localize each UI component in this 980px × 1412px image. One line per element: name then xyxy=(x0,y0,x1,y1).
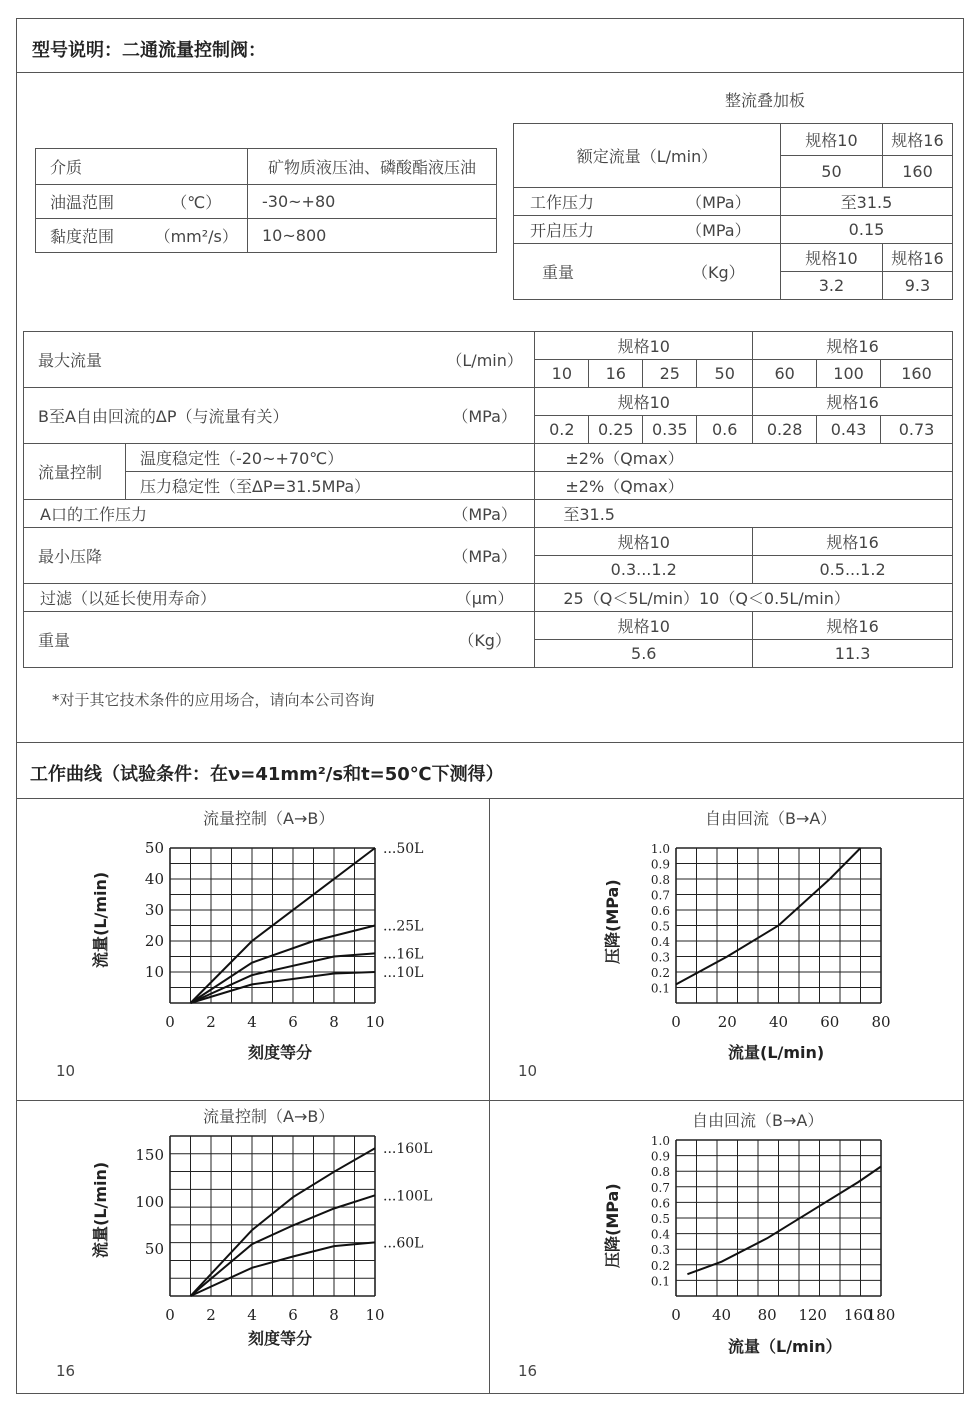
y-tick-label: 0.7 xyxy=(650,1180,670,1195)
plate-weight-size16: 规格16 xyxy=(882,244,952,272)
y-tick-label: 0.1 xyxy=(650,981,670,996)
size-label: 10 xyxy=(56,1062,76,1080)
y-tick-label: 0.5 xyxy=(650,1212,670,1226)
max-flow-cell: 100 xyxy=(817,360,881,388)
backflow-cell: 0.35 xyxy=(643,416,697,444)
series-label: ...16L xyxy=(383,946,424,963)
main-weight-size16: 规格16 xyxy=(753,612,953,640)
size-label: 16 xyxy=(56,1362,76,1380)
filter-unit: （μm） xyxy=(435,584,535,612)
plate-weight10: 3.2 xyxy=(780,272,882,300)
work-pressure-value: 至31.5 xyxy=(780,188,952,216)
y-tick-label: 0.8 xyxy=(650,873,670,887)
y-tick-label: 50 xyxy=(144,1239,164,1258)
x-tick-label: 180 xyxy=(866,1306,896,1324)
y-tick-label: 0.9 xyxy=(650,857,670,872)
y-tick-label: 0.6 xyxy=(650,1196,670,1211)
y-tick-label: 0.4 xyxy=(650,935,670,949)
chart-xlabel: 流量（L/min） xyxy=(728,1337,842,1356)
x-tick-label: 120 xyxy=(798,1306,827,1324)
y-tick-label: 0.2 xyxy=(650,966,670,980)
oil-temp-unit: （℃） xyxy=(146,185,248,219)
oil-temp-value: -30~+80 xyxy=(248,185,497,219)
main-weight10: 5.6 xyxy=(535,640,753,668)
curves-heading: 工作曲线（试验条件：在ν=41mm²/s和t=50℃下测得） xyxy=(30,764,504,785)
x-tick-label: 2 xyxy=(206,1306,216,1324)
press-stability-value: ±2%（Qmax） xyxy=(535,472,953,500)
chart-title: 自由回流（B→A） xyxy=(692,1111,824,1130)
y-tick-label: 0.9 xyxy=(650,1149,670,1164)
a-port-unit: （MPa） xyxy=(435,500,535,528)
x-tick-label: 40 xyxy=(768,1013,789,1031)
backflow-cell: 0.25 xyxy=(589,416,643,444)
backflow-size10: 规格10 xyxy=(535,388,753,416)
min-drop-unit: （MPa） xyxy=(435,528,535,584)
x-tick-label: 0 xyxy=(671,1306,681,1324)
min-drop16: 0.5...1.2 xyxy=(753,556,953,584)
y-tick-label: 100 xyxy=(135,1192,164,1211)
y-tick-label: 0.8 xyxy=(650,1165,670,1180)
a-port-value: 至31.5 xyxy=(535,500,953,528)
medium-label: 介质 xyxy=(36,149,248,185)
max-flow-cell: 10 xyxy=(535,360,589,388)
series-label: ...50L xyxy=(383,841,424,857)
chart-xlabel: 刻度等分 xyxy=(248,1043,313,1062)
max-flow-cell: 25 xyxy=(643,360,697,388)
size-label: 16 xyxy=(518,1362,538,1380)
open-pressure-unit: （MPa） xyxy=(657,216,781,244)
y-tick-label: 0.3 xyxy=(650,950,670,965)
series-label: ...25L xyxy=(383,918,424,935)
y-tick-label: 150 xyxy=(135,1145,164,1164)
chart-xlabel: 刻度等分 xyxy=(248,1329,313,1348)
temp-stability-label: 温度稳定性（-20~+70℃） xyxy=(125,444,534,472)
open-pressure-value: 0.15 xyxy=(780,216,952,244)
y-tick-label: 0.3 xyxy=(650,1243,670,1258)
flow-control-label: 流量控制 xyxy=(24,444,126,500)
chart-ylabel: 流量(L/min) xyxy=(91,1161,110,1258)
series-label: ...100L xyxy=(383,1188,433,1205)
footnote: *对于其它技术条件的应用场合，请向本公司咨询 xyxy=(52,691,375,709)
medium-value: 矿物质液压油、磷酸酯液压油 xyxy=(248,149,497,185)
series-label: ...60L xyxy=(383,1235,424,1252)
temp-stability-value: ±2%（Qmax） xyxy=(535,444,953,472)
main-weight-label: 重量 xyxy=(24,612,435,668)
y-tick-label: 40 xyxy=(144,870,164,888)
x-tick-label: 2 xyxy=(206,1013,216,1031)
viscosity-label: 黏度范围 xyxy=(36,219,146,253)
max-flow-cell: 160 xyxy=(881,360,953,388)
series-line xyxy=(191,1242,376,1296)
chart-title: 自由回流（B→A） xyxy=(705,809,837,828)
plate-caption: 整流叠加板 xyxy=(725,91,806,110)
chart-ylabel: 压降(MPa) xyxy=(603,1183,622,1268)
backflow-size16: 规格16 xyxy=(753,388,953,416)
open-pressure-label: 开启压力 xyxy=(514,216,657,244)
backflow-unit: （MPa） xyxy=(435,388,535,444)
backflow-cell: 0.6 xyxy=(697,416,753,444)
y-tick-label: 0.2 xyxy=(650,1258,670,1273)
backflow-label: B至A自由回流的ΔP（与流量有关） xyxy=(24,388,435,444)
x-tick-label: 10 xyxy=(365,1306,385,1324)
a-port-label: A口的工作压力 xyxy=(24,500,435,528)
y-tick-label: 0.7 xyxy=(650,888,670,903)
y-tick-label: 1.0 xyxy=(650,842,670,856)
max-flow-cell: 50 xyxy=(697,360,753,388)
x-tick-label: 8 xyxy=(329,1013,339,1031)
min-drop10: 0.3...1.2 xyxy=(535,556,753,584)
min-drop-label: 最小压降 xyxy=(24,528,435,584)
x-tick-label: 0 xyxy=(165,1306,175,1324)
y-tick-label: 0.6 xyxy=(650,904,670,918)
x-tick-label: 4 xyxy=(247,1013,257,1031)
x-tick-label: 6 xyxy=(288,1013,298,1031)
series-line xyxy=(676,848,861,984)
chart-ylabel: 流量(L/min) xyxy=(91,871,110,968)
filter-value: 25（Q＜5L/min）10（Q＜0.5L/min） xyxy=(535,584,953,612)
main-weight16: 11.3 xyxy=(753,640,953,668)
min-drop-size10: 规格10 xyxy=(535,528,753,556)
max-flow-unit: （L/min） xyxy=(435,332,535,388)
backflow-cell: 0.2 xyxy=(535,416,589,444)
y-tick-label: 30 xyxy=(144,901,164,919)
backflow-cell: 0.73 xyxy=(881,416,953,444)
x-tick-label: 40 xyxy=(712,1306,732,1324)
y-tick-label: 50 xyxy=(144,839,164,857)
x-tick-label: 20 xyxy=(717,1013,737,1031)
viscosity-value: 10~800 xyxy=(248,219,497,253)
main-weight-size10: 规格10 xyxy=(535,612,753,640)
rated16: 160 xyxy=(882,156,952,188)
x-tick-label: 4 xyxy=(247,1306,257,1324)
rated10: 50 xyxy=(780,156,882,188)
max-flow-cell: 60 xyxy=(753,360,817,388)
x-tick-label: 6 xyxy=(288,1306,298,1324)
max-flow-cell: 16 xyxy=(589,360,643,388)
size-label: 10 xyxy=(518,1062,538,1080)
x-tick-label: 60 xyxy=(820,1013,840,1031)
plate-weight-label: 重量 xyxy=(514,244,657,300)
main-weight-unit: （Kg） xyxy=(435,612,535,668)
plate-size10: 规格10 xyxy=(780,124,882,156)
y-tick-label: 1.0 xyxy=(650,1134,670,1148)
backflow-cell: 0.28 xyxy=(753,416,817,444)
y-tick-label: 0.5 xyxy=(650,919,670,934)
rated-flow-label: 额定流量（L/min） xyxy=(514,124,781,188)
x-tick-label: 0 xyxy=(671,1013,681,1031)
backflow-cell: 0.43 xyxy=(817,416,881,444)
y-tick-label: 0.4 xyxy=(650,1227,670,1242)
max-flow-size10: 规格10 xyxy=(535,332,753,360)
work-pressure-unit: （MPa） xyxy=(657,188,781,216)
viscosity-unit: （mm²/s） xyxy=(146,219,248,253)
max-flow-size16: 规格16 xyxy=(753,332,953,360)
x-tick-label: 8 xyxy=(329,1306,339,1324)
plate-weight16: 9.3 xyxy=(882,272,952,300)
plate-size16: 规格16 xyxy=(882,124,952,156)
x-tick-label: 10 xyxy=(365,1013,385,1031)
max-flow-label: 最大流量 xyxy=(24,332,435,388)
plate-weight-size10: 规格10 xyxy=(780,244,882,272)
chart-title: 流量控制（A→B） xyxy=(203,809,335,828)
x-tick-label: 160 xyxy=(843,1306,873,1324)
series-label: ...10L xyxy=(383,965,424,981)
x-tick-label: 0 xyxy=(165,1013,175,1031)
chart-xlabel: 流量(L/min) xyxy=(728,1043,825,1062)
chart-ylabel: 压降(MPa) xyxy=(603,879,622,964)
y-tick-label: 10 xyxy=(144,963,164,981)
chart-title: 流量控制（A→B） xyxy=(203,1107,335,1126)
min-drop-size16: 规格16 xyxy=(753,528,953,556)
series-label: ...160L xyxy=(383,1141,433,1158)
y-tick-label: 20 xyxy=(144,932,164,950)
work-pressure-label: 工作压力 xyxy=(514,188,657,216)
page-title: 型号说明：二通流量控制阀： xyxy=(32,40,266,61)
x-tick-label: 80 xyxy=(757,1306,777,1324)
filter-label: 过滤（以延长使用寿命） xyxy=(24,584,435,612)
x-tick-label: 80 xyxy=(871,1013,891,1031)
press-stability-label: 压力稳定性（至ΔP=31.5MPa） xyxy=(125,472,534,500)
y-tick-label: 0.1 xyxy=(650,1274,670,1289)
oil-temp-label: 油温范围 xyxy=(36,185,146,219)
series-line xyxy=(687,1167,881,1275)
plate-weight-unit: （Kg） xyxy=(657,244,781,300)
